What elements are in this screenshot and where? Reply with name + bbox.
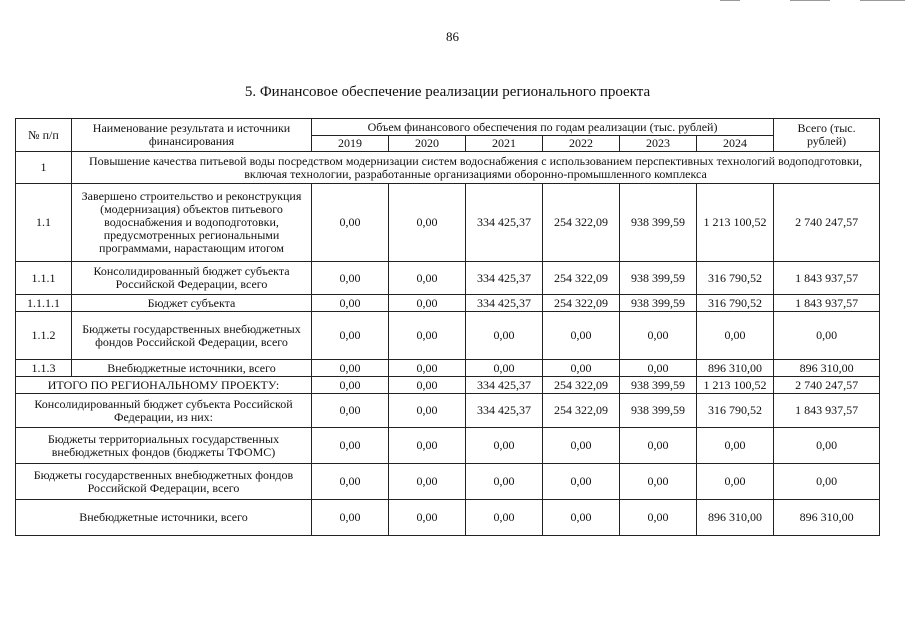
row-value: 254 322,09 <box>543 262 620 295</box>
summary-value: 0,00 <box>389 377 466 394</box>
header-year: 2023 <box>620 136 697 152</box>
row-value: 334 425,37 <box>466 184 543 262</box>
row-value: 0,00 <box>466 312 543 360</box>
row-num: 1.1.2 <box>16 312 72 360</box>
summary-value: 0,00 <box>620 428 697 464</box>
summary-value: 0,00 <box>543 428 620 464</box>
financing-table <box>15 118 880 536</box>
summary-value: 0,00 <box>389 464 466 500</box>
summary-total: 896 310,00 <box>774 500 880 536</box>
summary-name: ИТОГО ПО РЕГИОНАЛЬНОМУ ПРОЕКТУ: <box>16 377 312 394</box>
summary-row <box>16 464 880 500</box>
summary-value: 0,00 <box>466 464 543 500</box>
row-value: 316 790,52 <box>697 295 774 312</box>
row-num: 1.1.3 <box>16 360 72 377</box>
row-name: Бюджеты государственных внебюджетных фондов Российской Федерации, всего <box>72 312 312 360</box>
summary-value: 0,00 <box>466 428 543 464</box>
summary-value: 334 425,37 <box>466 377 543 394</box>
row-value: 0,00 <box>312 312 389 360</box>
summary-name: Внебюджетные источники, всего <box>16 500 312 536</box>
section-row <box>16 152 880 184</box>
summary-row <box>16 428 880 464</box>
row-value: 0,00 <box>389 360 466 377</box>
row-value: 0,00 <box>620 312 697 360</box>
summary-value: 938 399,59 <box>620 377 697 394</box>
summary-value: 0,00 <box>312 464 389 500</box>
header-total: Всего (тыс. рублей) <box>774 119 880 152</box>
table-row <box>16 295 880 312</box>
summary-total: 0,00 <box>774 464 880 500</box>
summary-row <box>16 500 880 536</box>
summary-value: 0,00 <box>389 428 466 464</box>
summary-value: 938 399,59 <box>620 394 697 428</box>
table-row <box>16 312 880 360</box>
row-name: Завершено строительство и реконструкция (модернизация) объектов питьевого водоснабжения и водоподготовки, предусмотренных региональными программами, нарастающим итогом <box>72 184 312 262</box>
row-value: 0,00 <box>697 312 774 360</box>
row-value: 0,00 <box>543 360 620 377</box>
summary-value: 254 322,09 <box>543 394 620 428</box>
summary-total: 2 740 247,57 <box>774 377 880 394</box>
summary-row <box>16 377 880 394</box>
table-row <box>16 262 880 295</box>
header-num: № п/п <box>16 119 72 152</box>
row-value: 938 399,59 <box>620 295 697 312</box>
header-year: 2020 <box>389 136 466 152</box>
row-name: Внебюджетные источники, всего <box>72 360 312 377</box>
section-title: 5. Финансовое обеспечение реализации регионального проекта <box>244 84 651 100</box>
row-value: 254 322,09 <box>543 295 620 312</box>
header-year: 2022 <box>543 136 620 152</box>
summary-name: Бюджеты территориальных государственных внебюджетных фондов (бюджеты ТФОМС) <box>16 428 312 464</box>
summary-value: 0,00 <box>543 464 620 500</box>
section-text: Повышение качества питьевой воды посредством модернизации систем водоснабжения с использованием перспективных технологий водоподготовки, включая технологии, разработанные организациями оборонно-промышленного комплекса <box>72 152 880 184</box>
row-value: 0,00 <box>543 312 620 360</box>
row-value: 0,00 <box>466 360 543 377</box>
summary-value: 896 310,00 <box>697 500 774 536</box>
summary-value: 0,00 <box>466 500 543 536</box>
row-num: 1.1.1 <box>16 262 72 295</box>
row-value: 0,00 <box>389 184 466 262</box>
summary-value: 0,00 <box>697 464 774 500</box>
row-value: 254 322,09 <box>543 184 620 262</box>
summary-value: 0,00 <box>312 500 389 536</box>
row-value: 938 399,59 <box>620 262 697 295</box>
header-year: 2024 <box>697 136 774 152</box>
row-value: 0,00 <box>312 262 389 295</box>
table-row <box>16 360 880 377</box>
summary-value: 0,00 <box>312 377 389 394</box>
row-num: 1.1 <box>16 184 72 262</box>
summary-value: 1 213 100,52 <box>697 377 774 394</box>
row-total: 1 843 937,57 <box>774 295 880 312</box>
row-num: 1.1.1.1 <box>16 295 72 312</box>
row-value: 0,00 <box>312 184 389 262</box>
summary-value: 0,00 <box>389 394 466 428</box>
row-value: 334 425,37 <box>466 295 543 312</box>
summary-row <box>16 394 880 428</box>
row-total: 2 740 247,57 <box>774 184 880 262</box>
summary-value: 0,00 <box>620 500 697 536</box>
summary-value: 0,00 <box>543 500 620 536</box>
row-total: 0,00 <box>774 312 880 360</box>
summary-value: 0,00 <box>697 428 774 464</box>
summary-value: 0,00 <box>312 394 389 428</box>
row-value: 316 790,52 <box>697 262 774 295</box>
summary-name: Бюджеты государственных внебюджетных фондов Российской Федерации, всего <box>16 464 312 500</box>
summary-total: 1 843 937,57 <box>774 394 880 428</box>
row-total: 896 310,00 <box>774 360 880 377</box>
page-number: 86 <box>446 29 459 44</box>
row-value: 1 213 100,52 <box>697 184 774 262</box>
row-value: 0,00 <box>389 312 466 360</box>
summary-value: 254 322,09 <box>543 377 620 394</box>
row-name: Бюджет субъекта <box>72 295 312 312</box>
summary-value: 0,00 <box>620 464 697 500</box>
header-name: Наименование результата и источники финансирования <box>72 119 312 152</box>
row-value: 0,00 <box>620 360 697 377</box>
row-value: 0,00 <box>389 262 466 295</box>
header-year: 2019 <box>312 136 389 152</box>
summary-name: Консолидированный бюджет субъекта Российской Федерации, из них: <box>16 394 312 428</box>
row-name: Консолидированный бюджет субъекта Российской Федерации, всего <box>72 262 312 295</box>
summary-value: 334 425,37 <box>466 394 543 428</box>
header-years-group: Объем финансового обеспечения по годам реализации (тыс. рублей) <box>312 119 774 136</box>
row-value: 896 310,00 <box>697 360 774 377</box>
row-num: 1 <box>16 152 72 184</box>
summary-total: 0,00 <box>774 428 880 464</box>
row-value: 938 399,59 <box>620 184 697 262</box>
row-value: 0,00 <box>389 295 466 312</box>
row-total: 1 843 937,57 <box>774 262 880 295</box>
table-row <box>16 184 880 262</box>
row-value: 0,00 <box>312 295 389 312</box>
summary-value: 316 790,52 <box>697 394 774 428</box>
header-year: 2021 <box>466 136 543 152</box>
summary-value: 0,00 <box>389 500 466 536</box>
row-value: 334 425,37 <box>466 262 543 295</box>
summary-value: 0,00 <box>312 428 389 464</box>
top-edge-marks <box>720 0 905 3</box>
row-value: 0,00 <box>312 360 389 377</box>
